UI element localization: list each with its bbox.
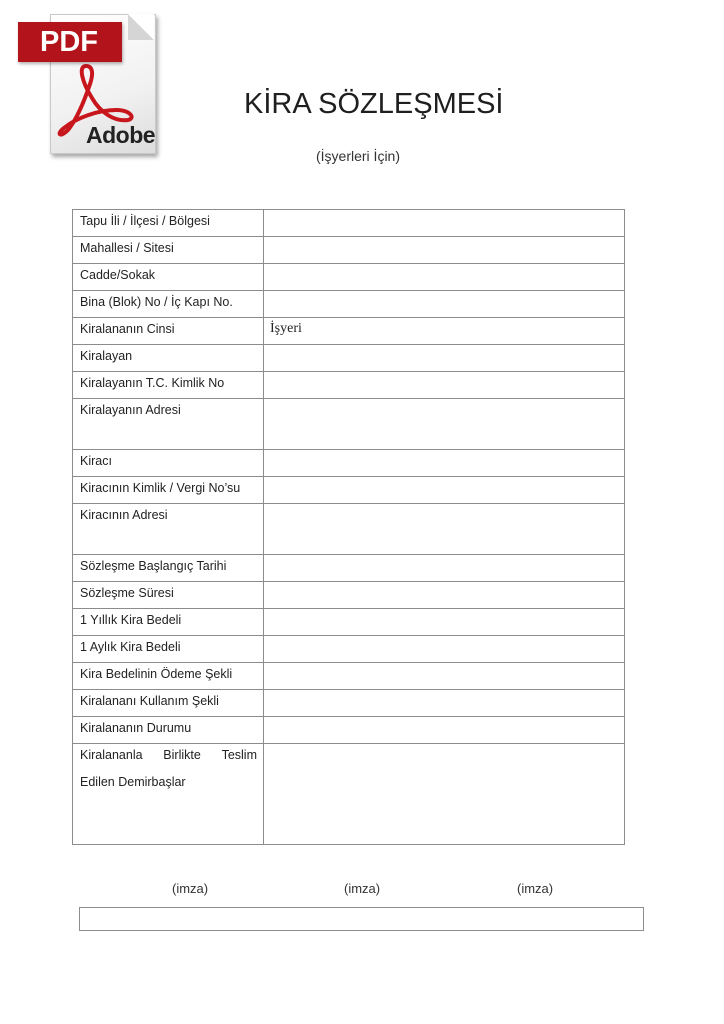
field-label-multiline (73, 744, 264, 845)
field-value[interactable] (264, 372, 625, 399)
field-value[interactable] (264, 450, 625, 477)
field-label: Kira Bedelinin Ödeme Şekli (73, 663, 264, 690)
field-label: Kiracı (73, 450, 264, 477)
field-value[interactable] (264, 399, 625, 450)
label-line-1 (80, 744, 263, 766)
table-row (73, 399, 625, 450)
field-label: Mahallesi / Sitesi (73, 237, 264, 264)
field-value[interactable] (264, 744, 625, 845)
field-value[interactable] (264, 291, 625, 318)
field-label: Bina (Blok) No / İç Kapı No. (73, 291, 264, 318)
label-line-2: Edilen Demirbaşlar (80, 775, 186, 789)
table-row (73, 636, 625, 663)
field-label: Kiracının Adresi (73, 504, 264, 555)
field-value[interactable] (264, 582, 625, 609)
field-label: Cadde/Sokak (73, 264, 264, 291)
field-value[interactable] (264, 504, 625, 555)
table-row (73, 582, 625, 609)
signature-label: (imza) (344, 881, 381, 896)
field-value[interactable] (264, 210, 625, 237)
contract-details-table (72, 209, 625, 845)
label-word: Teslim (221, 748, 257, 762)
document-subtitle: (İşyerleri İçin) (316, 148, 401, 164)
field-label: Kiralananın Cinsi (73, 318, 264, 345)
field-value[interactable] (264, 690, 625, 717)
field-label: 1 Aylık Kira Bedeli (73, 636, 264, 663)
field-label: Sözleşme Süresi (73, 582, 264, 609)
table-row (73, 504, 625, 555)
field-value[interactable] (264, 477, 625, 504)
field-value[interactable]: İşyeri (264, 318, 625, 345)
label-word: Kiralananla (80, 748, 143, 762)
field-value[interactable] (264, 609, 625, 636)
field-value[interactable] (264, 636, 625, 663)
table-row (73, 237, 625, 264)
pdf-badge: PDF (18, 22, 122, 62)
field-value[interactable] (264, 264, 625, 291)
field-label: Kiralananı Kullanım Şekli (73, 690, 264, 717)
table-row (73, 318, 625, 345)
field-label: 1 Yıllık Kira Bedeli (73, 609, 264, 636)
pdf-file-icon (16, 10, 158, 156)
field-label: Tapu İli / İlçesi / Bölgesi (73, 210, 264, 237)
signature-labels (0, 881, 724, 901)
table-row (73, 744, 625, 845)
signature-label: (imza) (172, 881, 209, 896)
table-row (73, 264, 625, 291)
field-label: Kiralayan (73, 345, 264, 372)
field-label: Kiracının Kimlik / Vergi No’su (73, 477, 264, 504)
label-word: Birlikte (163, 748, 201, 762)
adobe-logo-text: Adobe (86, 122, 156, 148)
table-row (73, 345, 625, 372)
table-row (73, 663, 625, 690)
field-label: Kiralayanın Adresi (73, 399, 264, 450)
signature-label: (imza) (517, 881, 554, 896)
field-label: Kiralananın Durumu (73, 717, 264, 744)
field-value[interactable] (264, 555, 625, 582)
document-title: KİRA SÖZLEŞMESİ (244, 88, 504, 120)
field-value[interactable] (264, 717, 625, 744)
field-value[interactable] (264, 345, 625, 372)
table-row (73, 372, 625, 399)
table-row (73, 609, 625, 636)
table-row (73, 450, 625, 477)
table-row (73, 291, 625, 318)
table-row (73, 555, 625, 582)
page-fold-icon (128, 14, 154, 40)
field-label: Sözleşme Başlangıç Tarihi (73, 555, 264, 582)
table-row (73, 477, 625, 504)
field-value[interactable] (264, 663, 625, 690)
field-value[interactable] (264, 237, 625, 264)
table-row (73, 717, 625, 744)
field-label: Kiralayanın T.C. Kimlik No (73, 372, 264, 399)
table-row (73, 690, 625, 717)
signature-box[interactable] (79, 907, 644, 931)
table-row (73, 210, 625, 237)
